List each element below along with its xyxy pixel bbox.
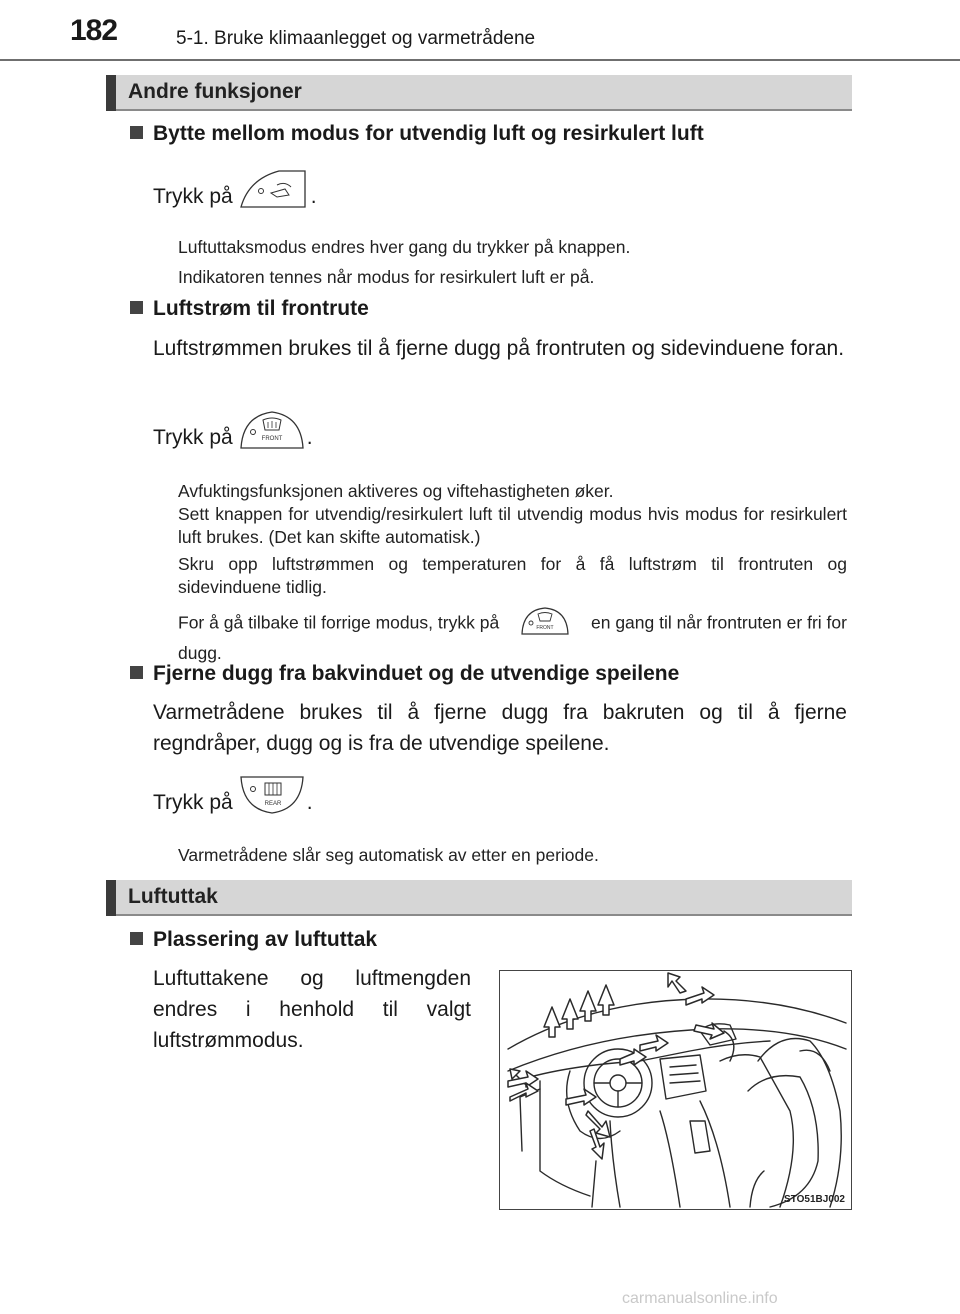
press-text: Trykk på	[153, 426, 233, 449]
press-text: Trykk på	[153, 185, 233, 208]
vent-location-figure	[499, 970, 852, 1210]
bullet-square-icon	[130, 932, 143, 945]
svg-text:FRONT: FRONT	[536, 625, 554, 631]
press-instruction-recirc: Trykk på .	[153, 175, 317, 219]
note-front-2: Sett knappen for utvendig/resirkulert luft til utvendig modus hvis modus for resirkulert luft brukes. (Det kan skifte automatisk.)	[178, 504, 847, 547]
section-title: Luftuttak	[128, 885, 218, 908]
press-instruction-front: Trykk på FRONT .	[153, 416, 313, 460]
bullet-square-icon	[130, 301, 143, 314]
note-rear: Varmetrådene slår seg automatisk av etter en periode.	[178, 845, 599, 865]
footer-watermark: carmanualsonline.info	[622, 1290, 778, 1307]
subheading-windshield-airflow: Luftstrøm til frontrute	[130, 297, 369, 321]
rear-defog-button-icon	[239, 773, 305, 833]
figure-code: STO51BJ002	[784, 1194, 845, 1205]
page-number: 182	[70, 14, 118, 47]
note-front-4: For å gå tilbake til forrige modus, trykk på FRONT en gang til når frontruten er fri for dugg.	[178, 606, 847, 665]
body-vent-location: Luftuttakene og luftmengden endres i henhold til valgt luftstrømmodus.	[153, 967, 471, 1052]
svg-text:REAR: REAR	[264, 801, 282, 807]
page-header	[0, 0, 960, 62]
subheading-air-mode: Bytte mellom modus for utvendig luft og resirkulert luft	[130, 122, 704, 146]
note-front-3: Skru opp luftstrømmen og temperaturen for å få luftstrøm til frontruten og sidevinduene tidlig.	[178, 554, 847, 597]
body-rear-defog: Varmetrådene brukes til å fjerne dugg fra bakruten og til å fjerne regndråper, dugg og is fra de utvendige speilene.	[153, 701, 847, 755]
car-interior-illustration	[500, 971, 850, 1208]
section-header-andre-funksjoner	[106, 75, 852, 111]
press-instruction-rear: Trykk på REAR .	[153, 781, 313, 825]
front-defog-button-icon	[520, 606, 570, 642]
press-text: Trykk på	[153, 791, 233, 814]
note-recirc-2: Indikatoren tennes når modus for resirkulert luft er på.	[178, 267, 595, 287]
section-bar	[106, 880, 116, 916]
note-front-1: Avfuktingsfunksjonen aktiveres og viftehastigheten øker.	[178, 481, 614, 501]
subheading-vent-location: Plassering av luftuttak	[130, 928, 377, 952]
svg-text:FRONT: FRONT	[261, 436, 283, 442]
bullet-square-icon	[130, 666, 143, 679]
bullet-square-icon	[130, 126, 143, 139]
note-recirc-1: Luftuttaksmodus endres hver gang du trykker på knappen.	[178, 237, 631, 257]
recirculation-button-icon	[239, 167, 309, 227]
header-rule	[0, 59, 960, 61]
subheading-rear-defog: Fjerne dugg fra bakvinduet og de utvendige speilene	[130, 662, 679, 686]
chapter-title: 5-1. Bruke klimaanlegget og varmetrådene	[176, 28, 536, 49]
section-header-luftuttak	[106, 880, 852, 916]
body-windshield: Luftstrømmen brukes til å fjerne dugg på frontruten og sidevinduene foran.	[153, 337, 845, 360]
section-bar	[106, 75, 116, 111]
front-defog-button-icon	[239, 408, 305, 468]
section-title: Andre funksjoner	[128, 80, 302, 103]
